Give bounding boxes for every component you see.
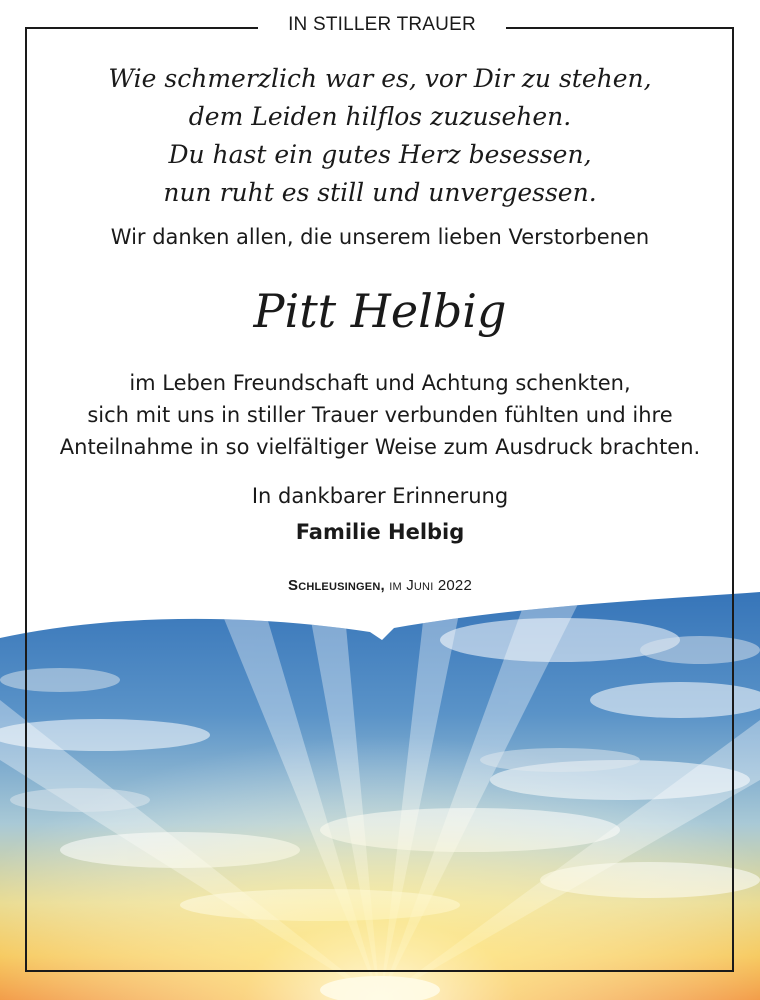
family-signature: Familie Helbig bbox=[295, 520, 465, 544]
remembrance-text: In dankbarer Erinnerung bbox=[251, 484, 509, 508]
body-line: sich mit uns in stiller Trauer verbunden fühlten und ihre bbox=[87, 403, 673, 427]
border-frame-top-right bbox=[506, 27, 734, 29]
body-text bbox=[0, 367, 760, 463]
thanks-text: Wir danken allen, die unserem lieben Verstorbenen bbox=[110, 225, 650, 249]
place-date bbox=[0, 577, 760, 594]
body-line: im Leben Freundschaft und Achtung schenkten, bbox=[129, 371, 631, 395]
body-line: Anteilnahme in so vielfältiger Weise zum Ausdruck brachten. bbox=[59, 435, 701, 459]
deceased-name: Pitt Helbig bbox=[253, 284, 507, 338]
poem bbox=[0, 60, 760, 212]
poem-line: dem Leiden hilflos zuzusehen. bbox=[188, 102, 572, 131]
place-city: Schleusingen, bbox=[288, 577, 385, 594]
place-date-text: im Juni 2022 bbox=[389, 577, 472, 594]
poem-line: Wie schmerzlich war es, vor Dir zu stehen, bbox=[108, 64, 652, 93]
poem-line: Du hast ein gutes Herz besessen, bbox=[168, 140, 592, 169]
poem-line: nun ruht es still und unvergessen. bbox=[163, 178, 597, 207]
header-title: IN STILLER TRAUER bbox=[288, 14, 476, 35]
border-frame-top-left bbox=[25, 27, 258, 29]
